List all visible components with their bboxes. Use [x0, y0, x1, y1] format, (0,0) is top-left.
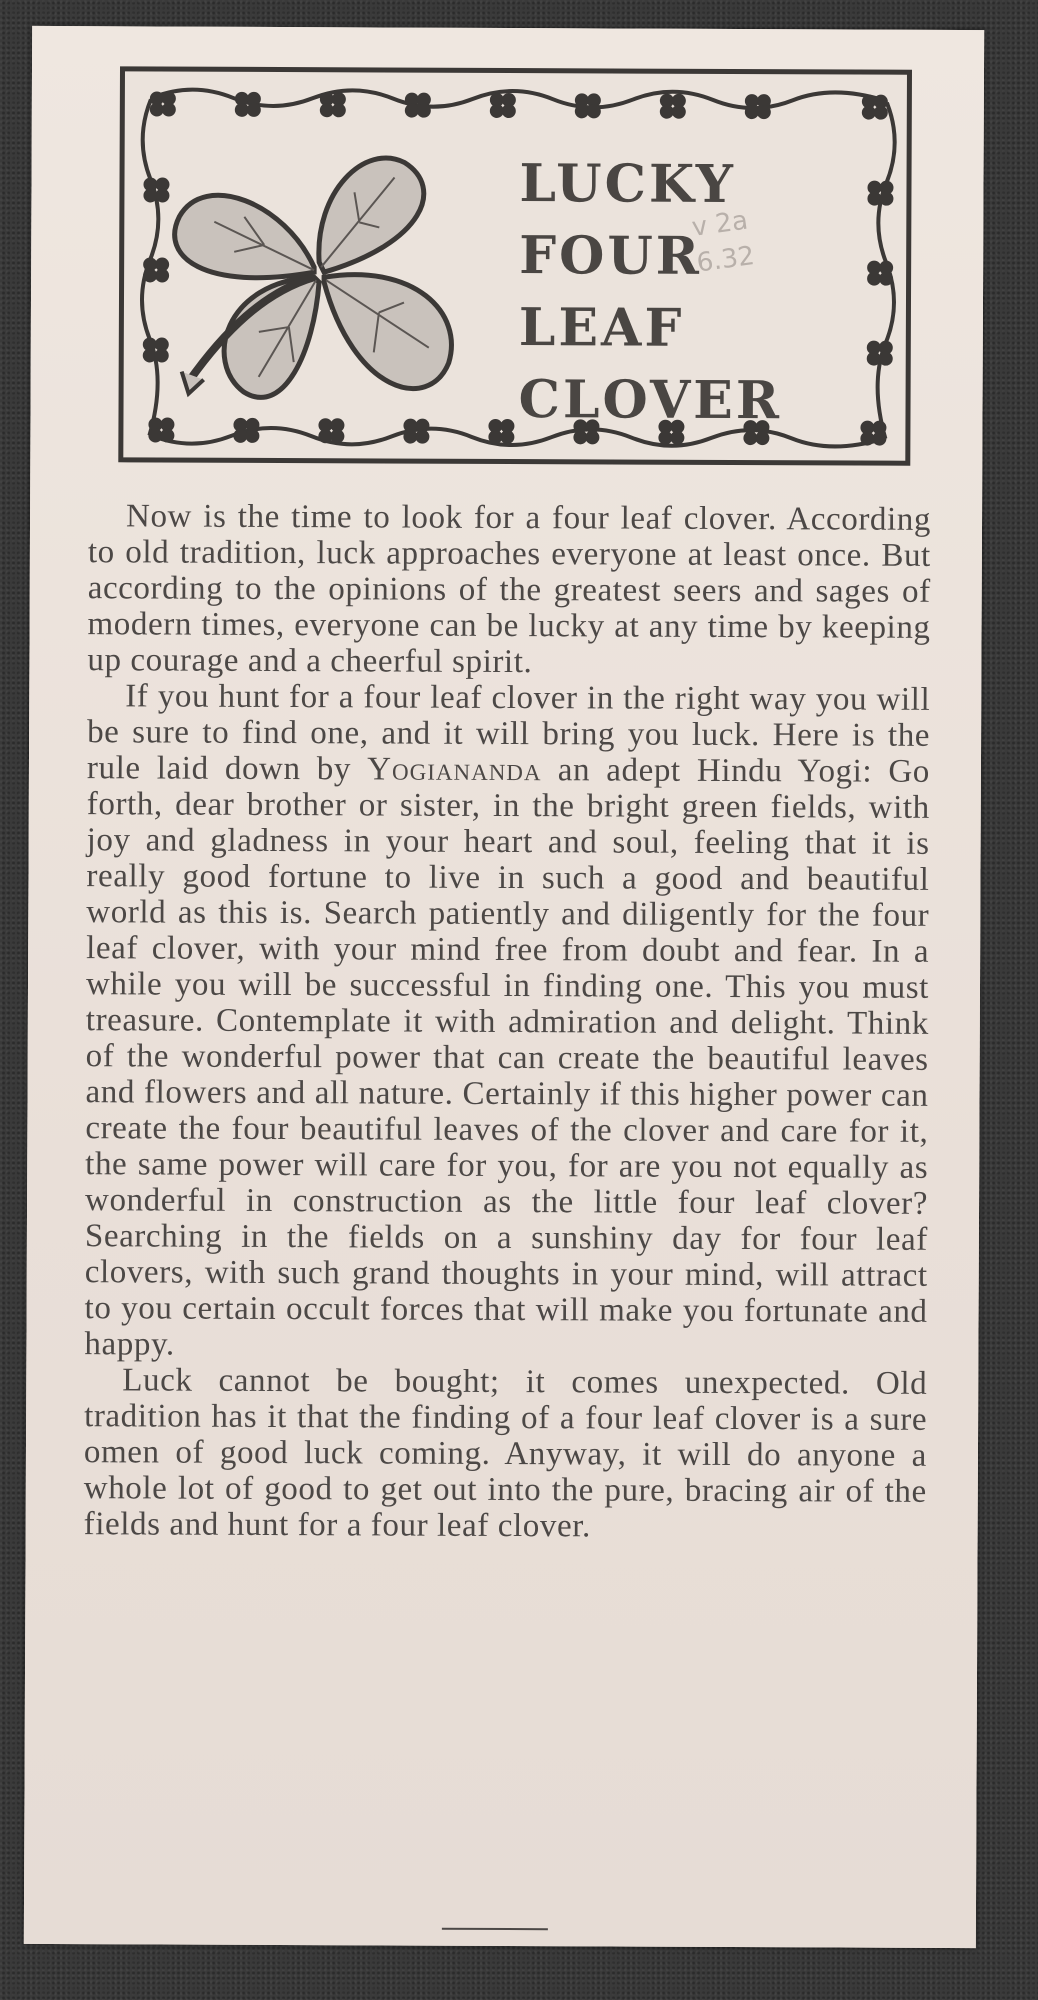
author-name: Yogiananda	[367, 751, 542, 789]
pencil-annotation	[690, 202, 757, 281]
title-line: LEAF	[518, 297, 685, 359]
header-box	[118, 66, 912, 465]
pencil-annotation-line: 6.32	[694, 241, 757, 279]
four-leaf-clover-icon	[163, 132, 474, 423]
paragraph: Now is the time to look for a four leaf clover. According to old tradition, luck approaches everyone at least once. But according to the opinions of the greatest seers and sages of modern times, everyone can be lucky at any time by keeping up courage and a cheerful spirit.	[87, 498, 932, 681]
article-title	[518, 148, 783, 437]
end-rule	[442, 1928, 548, 1930]
article-body	[84, 498, 932, 1546]
paragraph-text: an adept Hindu Yogi: Go forth, dear brother or sister, in the bright green fields, with joy and gladness in your heart and soul, feeling that it is really good fortune to live in such a good and beautiful world as this is. Search patiently and diligently for the four leaf clover, with your mind free from doubt and fear. In a while you will be successful in finding one. This you must treasure. Contemplate it with admiration and delight. Think of the wonderful power that can create the beautiful leaves and flowers and all nature. Certainly if this higher power can create the four beautiful leaves of the clover and care for it, the same power will care for you, for are you not equally as wonderful in construction as the little four leaf clover? Searching in the fields on a sunshiny day for four leaf clovers, with such grand thoughts in your mind, will attract to you certain occult forces that will make you fortunate and happy.	[84, 752, 931, 1363]
pencil-annotation-line: v 2a	[690, 205, 750, 243]
paragraph-text: If you hunt for a four leaf clover in the right way you will be sure to find one, and it will bring you luck. Here is the rule laid down by	[86, 678, 931, 788]
newspaper-clipping	[24, 26, 984, 1948]
paragraph: Luck cannot be bought; it comes unexpected. Old tradition has it that the finding of a four leaf clover is a sure omen of good luck coming. Anyway, it will do anyone a whole lot of good to get out into the pure, bracing air of the fields and hunt for a four leaf clover.	[83, 1362, 928, 1545]
title-line: CLOVER	[518, 369, 783, 432]
title-line: LUCKY	[519, 153, 737, 216]
title-line: FOUR	[519, 225, 703, 287]
paragraph	[84, 678, 930, 1366]
